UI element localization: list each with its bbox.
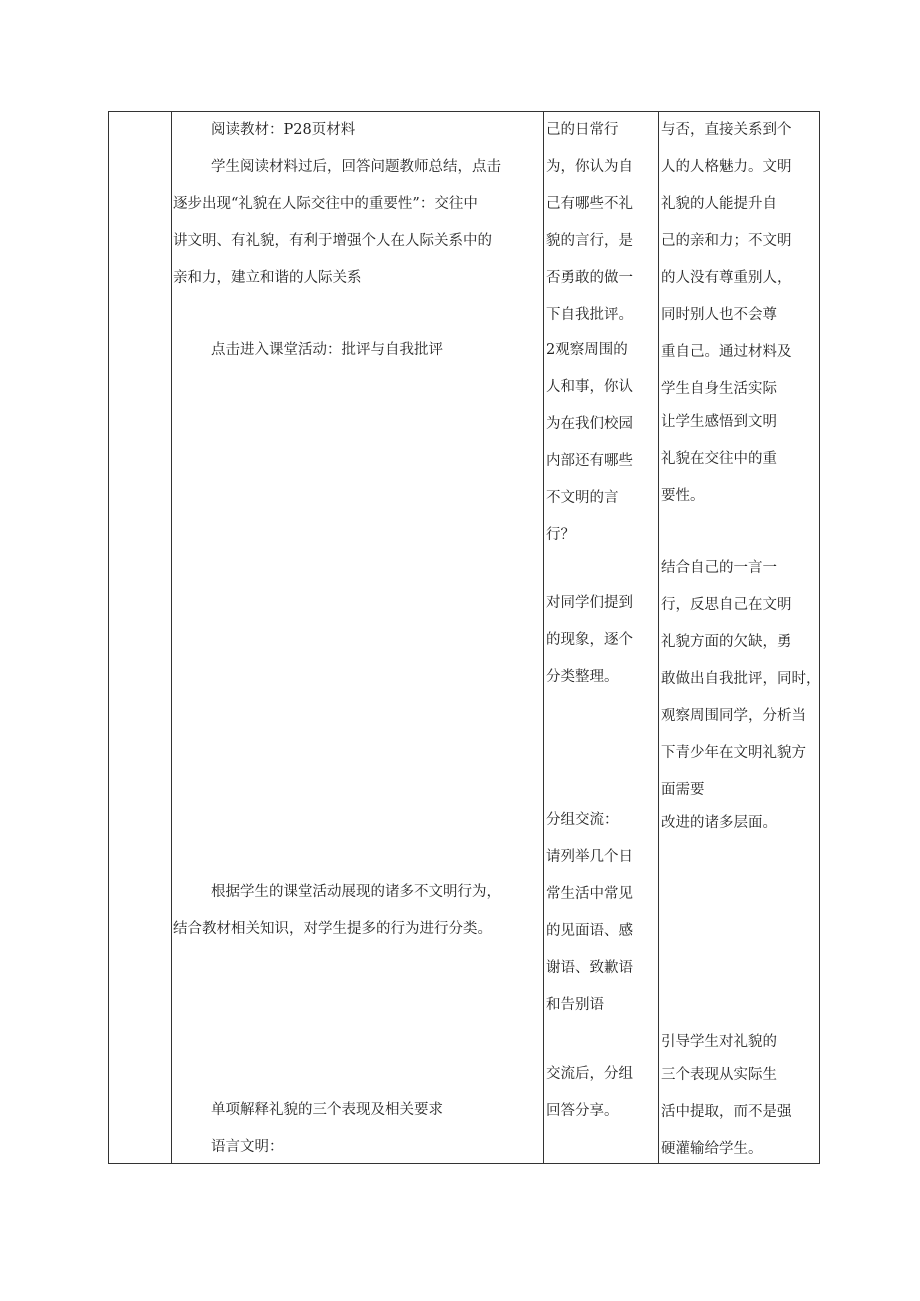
student-activity-line: 2观察周围的 — [546, 342, 628, 358]
design-intent-line: 要性。 — [661, 488, 705, 504]
design-intent-line: 礼貌的人能提升自 — [661, 196, 777, 212]
design-intent-line: 重自己。通过材料及 — [661, 344, 792, 360]
design-intent-line: 三个表现从实际生 — [661, 1067, 777, 1083]
student-activity-line: 谢语、致歉语 — [546, 960, 633, 976]
design-intent-line: 让学生感悟到文明 — [661, 414, 777, 430]
teacher-activity-line: 逐步出现“礼貌在人际交往中的重要性”：交往中 — [173, 196, 478, 212]
student-activity-line: 己的日常行 — [546, 122, 619, 138]
student-activity-line: 请列举几个日 — [546, 849, 633, 865]
design-intent-line: 观察周围同学，分析当 — [661, 708, 806, 724]
teacher-activity-line: 语言文明： — [211, 1139, 284, 1155]
teacher-activity-line: 亲和力，建立和谐的人际关系 — [173, 270, 362, 286]
teacher-activity-line: 阅读教材：P28页材料 — [211, 122, 356, 138]
design-intent-line: 与否，直接关系到个 — [661, 122, 792, 138]
design-intent-line: 的人没有尊重别人， — [661, 270, 792, 286]
column-divider — [171, 111, 172, 1164]
design-intent-line: 引导学生对礼貌的 — [661, 1034, 777, 1050]
student-activity-line: 的现象，逐个 — [546, 632, 633, 648]
student-activity-line: 己有哪些不礼 — [546, 196, 633, 212]
student-activity-line: 和告别语 — [546, 997, 604, 1013]
column-divider — [543, 111, 544, 1164]
student-activity-line: 不文明的言 — [546, 490, 619, 506]
student-activity-line: 貌的言行，是 — [546, 233, 633, 249]
student-activity-line: 对同学们提到 — [546, 595, 633, 611]
design-intent-line: 面需要 — [661, 782, 705, 798]
student-activity-line: 为在我们校园 — [546, 416, 633, 432]
column-divider — [658, 111, 659, 1164]
student-activity-line: 常生活中常见 — [546, 886, 633, 902]
teacher-activity-line: 单项解释礼貌的三个表现及相关要求 — [211, 1102, 443, 1118]
student-activity-line: 行？ — [546, 527, 575, 543]
design-intent-line: 学生自身生活实际 — [661, 381, 777, 397]
teacher-activity-line: 讲文明、有礼貌，有利于增强个人在人际关系中的 — [173, 233, 492, 249]
design-intent-line: 行，反思自己在文明 — [661, 597, 792, 613]
student-activity-line: 内部还有哪些 — [546, 453, 633, 469]
student-activity-line: 人和事，你认 — [546, 379, 633, 395]
design-intent-line: 下青少年在文明礼貌方 — [661, 745, 806, 761]
student-activity-line: 为，你认为自 — [546, 159, 633, 175]
design-intent-line: 结合自己的一言一 — [661, 560, 777, 576]
design-intent-line: 活中提取，而不是强 — [661, 1104, 792, 1120]
design-intent-line: 敢做出自我批评，同时， — [661, 671, 821, 687]
design-intent-line: 硬灌输给学生。 — [661, 1141, 763, 1157]
student-activity-line: 交流后，分组 — [546, 1066, 633, 1082]
student-activity-line: 下自我批评。 — [546, 307, 633, 323]
teacher-activity-line: 点击进入课堂活动：批评与自我批评 — [211, 342, 443, 358]
student-activity-line: 分类整理。 — [546, 669, 619, 685]
design-intent-line: 人的人格魅力。文明 — [661, 159, 792, 175]
design-intent-line: 己的亲和力；不文明 — [661, 233, 792, 249]
student-activity-line: 否勇敢的做一 — [546, 270, 633, 286]
student-activity-line: 分组交流： — [546, 812, 619, 828]
design-intent-line: 礼貌在交往中的重 — [661, 451, 777, 467]
student-activity-line: 回答分享。 — [546, 1103, 619, 1119]
design-intent-line: 同时别人也不会尊 — [661, 307, 777, 323]
student-activity-line: 的见面语、感 — [546, 923, 633, 939]
design-intent-line: 改进的诸多层面。 — [661, 815, 777, 831]
design-intent-line: 礼貌方面的欠缺，勇 — [661, 634, 792, 650]
teacher-activity-line: 学生阅读材料过后，回答问题教师总结，点击 — [211, 159, 501, 175]
teacher-activity-line: 根据学生的课堂活动展现的诸多不文明行为， — [211, 884, 501, 900]
teacher-activity-line: 结合教材相关知识，对学生提多的行为进行分类。 — [173, 921, 492, 937]
